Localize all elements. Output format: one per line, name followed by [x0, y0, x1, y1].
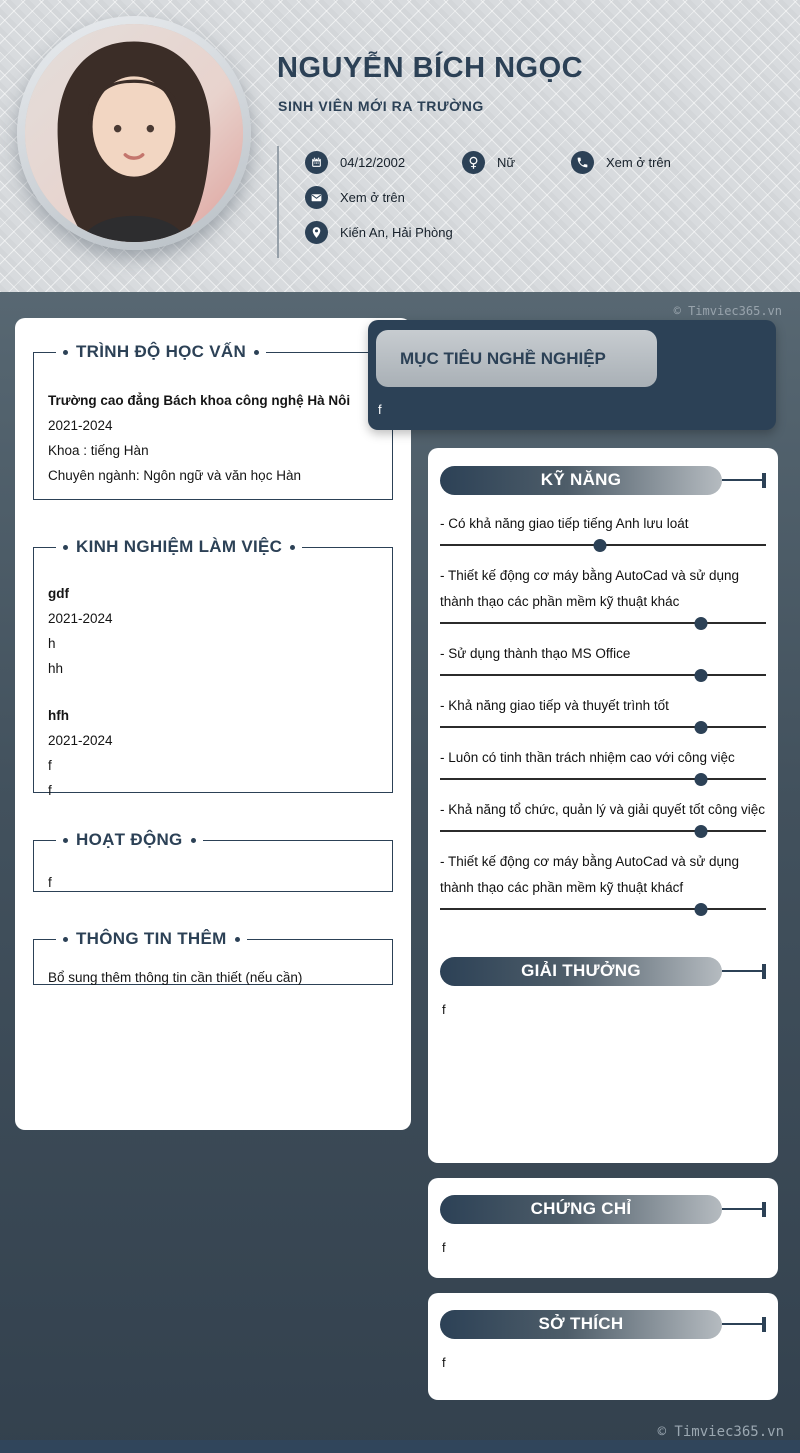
school-name: Trường cao đẳng Bách khoa công nghệ Hà Nôi: [48, 393, 351, 408]
gender-icon: ♀: [462, 151, 485, 174]
skill-text: - Có khả năng giao tiếp tiếng Anh lưu loát: [440, 516, 689, 531]
slider-track: [440, 908, 766, 910]
header-line: [722, 479, 762, 481]
header-end-cap: [762, 1317, 766, 1332]
portrait-illustration: [25, 24, 243, 242]
skill-level-slider[interactable]: [440, 669, 766, 682]
education-title-text: TRÌNH ĐỘ HỌC VẤN: [76, 342, 247, 361]
legend-dot: [63, 350, 68, 355]
skill-item: [440, 797, 766, 838]
activities-title-text: HOẠT ĐỘNG: [76, 830, 183, 849]
contact-phone: [571, 151, 671, 174]
legend-dot: [63, 937, 68, 942]
job-entry: [48, 703, 378, 803]
additional-info-title-text: THÔNG TIN THÊM: [76, 929, 227, 948]
hobbies-card: [428, 1293, 778, 1400]
header-line: [722, 970, 762, 972]
slider-track: [440, 674, 766, 676]
birthdate-value: 04/12/2002: [340, 155, 406, 170]
job-company: hfh: [48, 708, 69, 723]
career-objective-section: [368, 320, 776, 430]
phone-value: Xem ở trên: [606, 155, 671, 170]
legend-dot: [191, 838, 196, 843]
header-end-cap: [762, 473, 766, 488]
calendar-icon: [305, 151, 328, 174]
career-objective-title: MỤC TIÊU NGHỀ NGHIỆP: [376, 330, 657, 387]
skill-text: - Luôn có tinh thần trách nhiệm cao với công việc: [440, 750, 735, 765]
job-line: f: [48, 783, 52, 798]
skill-item: [440, 511, 766, 552]
slider-dot[interactable]: [694, 825, 707, 838]
contact-address: [305, 221, 453, 244]
certificates-card: [428, 1178, 778, 1278]
awards-title: GIẢI THƯỞNG: [440, 957, 722, 986]
contact-gender: [462, 151, 515, 174]
certificates-title: CHỨNG CHỈ: [440, 1195, 722, 1224]
footer-bar: [0, 1440, 800, 1453]
legend-dot: [63, 545, 68, 550]
education-faculty: Khoa : tiếng Hàn: [48, 443, 149, 458]
awards-section: [440, 956, 766, 1017]
skill-item: [440, 849, 766, 916]
slider-track: [440, 622, 766, 624]
skill-item: [440, 745, 766, 786]
additional-info-content: Bổ sung thêm thông tin cần thiết (nếu cần): [48, 970, 303, 985]
career-objective-content: f: [378, 402, 382, 417]
job-entry: [48, 581, 378, 681]
education-section: [33, 342, 393, 500]
job-company: gdf: [48, 586, 69, 601]
hobbies-content: f: [442, 1355, 446, 1370]
phone-icon: [571, 151, 594, 174]
skill-item: [440, 563, 766, 630]
skill-item: [440, 641, 766, 682]
skill-level-slider[interactable]: [440, 539, 766, 552]
watermark-bottom: © Timviec365.vn: [657, 1424, 784, 1440]
location-icon: [305, 221, 328, 244]
skills-title: KỸ NĂNG: [440, 466, 722, 495]
profile-photo-frame: [17, 16, 251, 250]
candidate-name: NGUYỄN BÍCH NGỌC: [277, 52, 584, 84]
job-line: hh: [48, 661, 64, 676]
certificates-header: [440, 1194, 766, 1224]
skills-card: [428, 448, 778, 1163]
slider-dot[interactable]: [694, 617, 707, 630]
candidate-title: SINH VIÊN MỚI RA TRƯỜNG: [278, 98, 484, 114]
education-major: Chuyên ngành: Ngôn ngữ và văn học Hàn: [48, 468, 301, 483]
slider-track: [440, 726, 766, 728]
skill-level-slider[interactable]: [440, 825, 766, 838]
contact-birthdate: [305, 151, 405, 174]
email-icon: [305, 186, 328, 209]
slider-dot[interactable]: [694, 669, 707, 682]
header: [0, 0, 800, 292]
left-column-card: [15, 318, 411, 1130]
job-line: h: [48, 636, 56, 651]
gender-value: Nữ: [497, 155, 516, 170]
awards-header: [440, 956, 766, 986]
profile-photo[interactable]: [25, 24, 243, 242]
skills-header: [440, 465, 766, 495]
certificates-content: f: [442, 1240, 446, 1255]
education-title: [56, 342, 266, 362]
experience-title: [56, 537, 302, 557]
watermark-top: © Timviec365.vn: [673, 304, 782, 318]
skill-text: - Khả năng tổ chức, quản lý và giải quyết tốt công việc: [440, 802, 765, 817]
skills-list: [440, 511, 766, 916]
hobbies-header: [440, 1309, 766, 1339]
address-value: Kiến An, Hải Phòng: [340, 225, 453, 240]
legend-dot: [235, 937, 240, 942]
slider-track: [440, 778, 766, 780]
skill-level-slider[interactable]: [440, 903, 766, 916]
skill-text: - Thiết kế động cơ máy bằng AutoCad và sử dụng thành thạo các phần mềm kỹ thuật khác: [440, 568, 740, 609]
skill-item: [440, 693, 766, 734]
legend-dot: [254, 350, 259, 355]
header-end-cap: [762, 964, 766, 979]
activities-title: [56, 830, 203, 850]
slider-dot[interactable]: [694, 773, 707, 786]
contact-email: [305, 186, 405, 209]
slider-dot[interactable]: [694, 721, 707, 734]
job-line: f: [48, 758, 52, 773]
skill-text: - Khả năng giao tiếp và thuyết trình tốt: [440, 698, 669, 713]
skill-level-slider[interactable]: [440, 773, 766, 786]
header-line: [722, 1323, 762, 1325]
hobbies-title: SỞ THÍCH: [440, 1310, 722, 1339]
activities-section: [33, 830, 393, 892]
skill-text: - Sử dụng thành thạo MS Office: [440, 646, 631, 661]
skill-text: - Thiết kế động cơ máy bằng AutoCad và sử dụng thành thạo các phần mềm kỹ thuật khácf: [440, 854, 740, 895]
experience-title-text: KINH NGHIỆM LÀM VIỆC: [76, 537, 283, 556]
header-end-cap: [762, 1202, 766, 1217]
skill-level-slider[interactable]: [440, 721, 766, 734]
header-line: [722, 1208, 762, 1210]
slider-dot[interactable]: [694, 903, 707, 916]
awards-content: f: [442, 1002, 446, 1017]
activities-content: f: [48, 875, 52, 890]
slider-dot[interactable]: [593, 539, 606, 552]
skill-level-slider[interactable]: [440, 617, 766, 630]
email-value: Xem ở trên: [340, 190, 405, 205]
legend-dot: [290, 545, 295, 550]
slider-track: [440, 830, 766, 832]
additional-info-title: [56, 929, 247, 949]
experience-section: [33, 537, 393, 798]
education-period: 2021-2024: [48, 418, 113, 433]
job-period: 2021-2024: [48, 611, 113, 626]
header-divider: [277, 146, 279, 258]
job-period: 2021-2024: [48, 733, 113, 748]
additional-info-section: [33, 929, 393, 985]
legend-dot: [63, 838, 68, 843]
